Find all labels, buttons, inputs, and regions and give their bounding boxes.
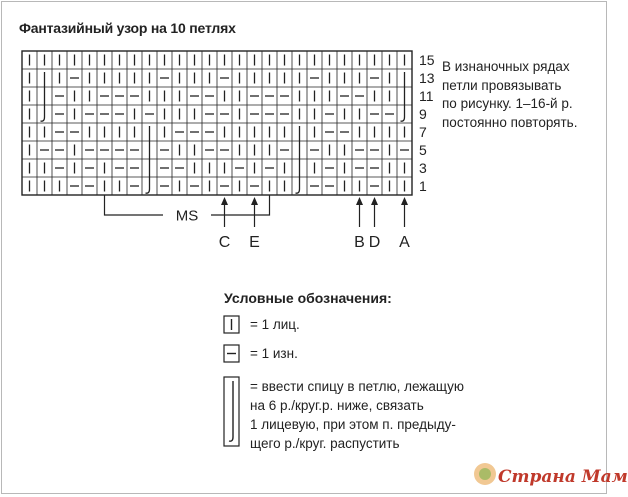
marker-label: A bbox=[399, 234, 410, 251]
row-number: 1 bbox=[419, 178, 427, 194]
row-number: 5 bbox=[419, 142, 427, 158]
legend-loop-line: = ввести спицу в петлю, лежащую bbox=[250, 379, 464, 394]
legend-purl-text: = 1 изн. bbox=[250, 346, 298, 361]
note-line: петли провязывать bbox=[442, 77, 562, 93]
row-number: 15 bbox=[419, 52, 435, 68]
note-line: В изнаночных рядах bbox=[442, 59, 570, 74]
marker-label: E bbox=[249, 234, 260, 251]
note-line: по рисунку. 1–16-й р. bbox=[442, 96, 573, 111]
legend-loop-line: 1 лицевую, при этом п. предыду- bbox=[250, 417, 456, 432]
purl-symbol-icon bbox=[224, 345, 239, 362]
legend-title: Условные обозначения: bbox=[224, 290, 392, 306]
watermark-logo-icon bbox=[470, 459, 500, 489]
loop-symbol-icon bbox=[224, 377, 239, 446]
legend-knit-text: = 1 лиц. bbox=[250, 317, 300, 332]
knit-symbol-icon bbox=[224, 316, 239, 333]
row-number: 13 bbox=[419, 70, 435, 86]
row-number: 11 bbox=[419, 88, 434, 104]
marker-label: D bbox=[368, 234, 381, 251]
ms-label: MS bbox=[175, 207, 199, 225]
row-number: 7 bbox=[419, 124, 427, 140]
marker-label: C bbox=[218, 234, 231, 251]
row-number: 9 bbox=[419, 106, 427, 122]
legend-loop-text bbox=[250, 377, 464, 453]
pattern-title: Фантазийный узор на 10 петлях bbox=[19, 20, 236, 36]
watermark: Страна Мам bbox=[498, 467, 628, 487]
note-line: постоянно повторять. bbox=[442, 114, 578, 130]
row-number: 3 bbox=[419, 160, 427, 176]
marker-label: B bbox=[354, 234, 365, 251]
legend-loop-line: щего р./круг. распустить bbox=[250, 436, 400, 451]
legend-loop-line: на 6 р./круг.р. ниже, связать bbox=[250, 398, 424, 413]
